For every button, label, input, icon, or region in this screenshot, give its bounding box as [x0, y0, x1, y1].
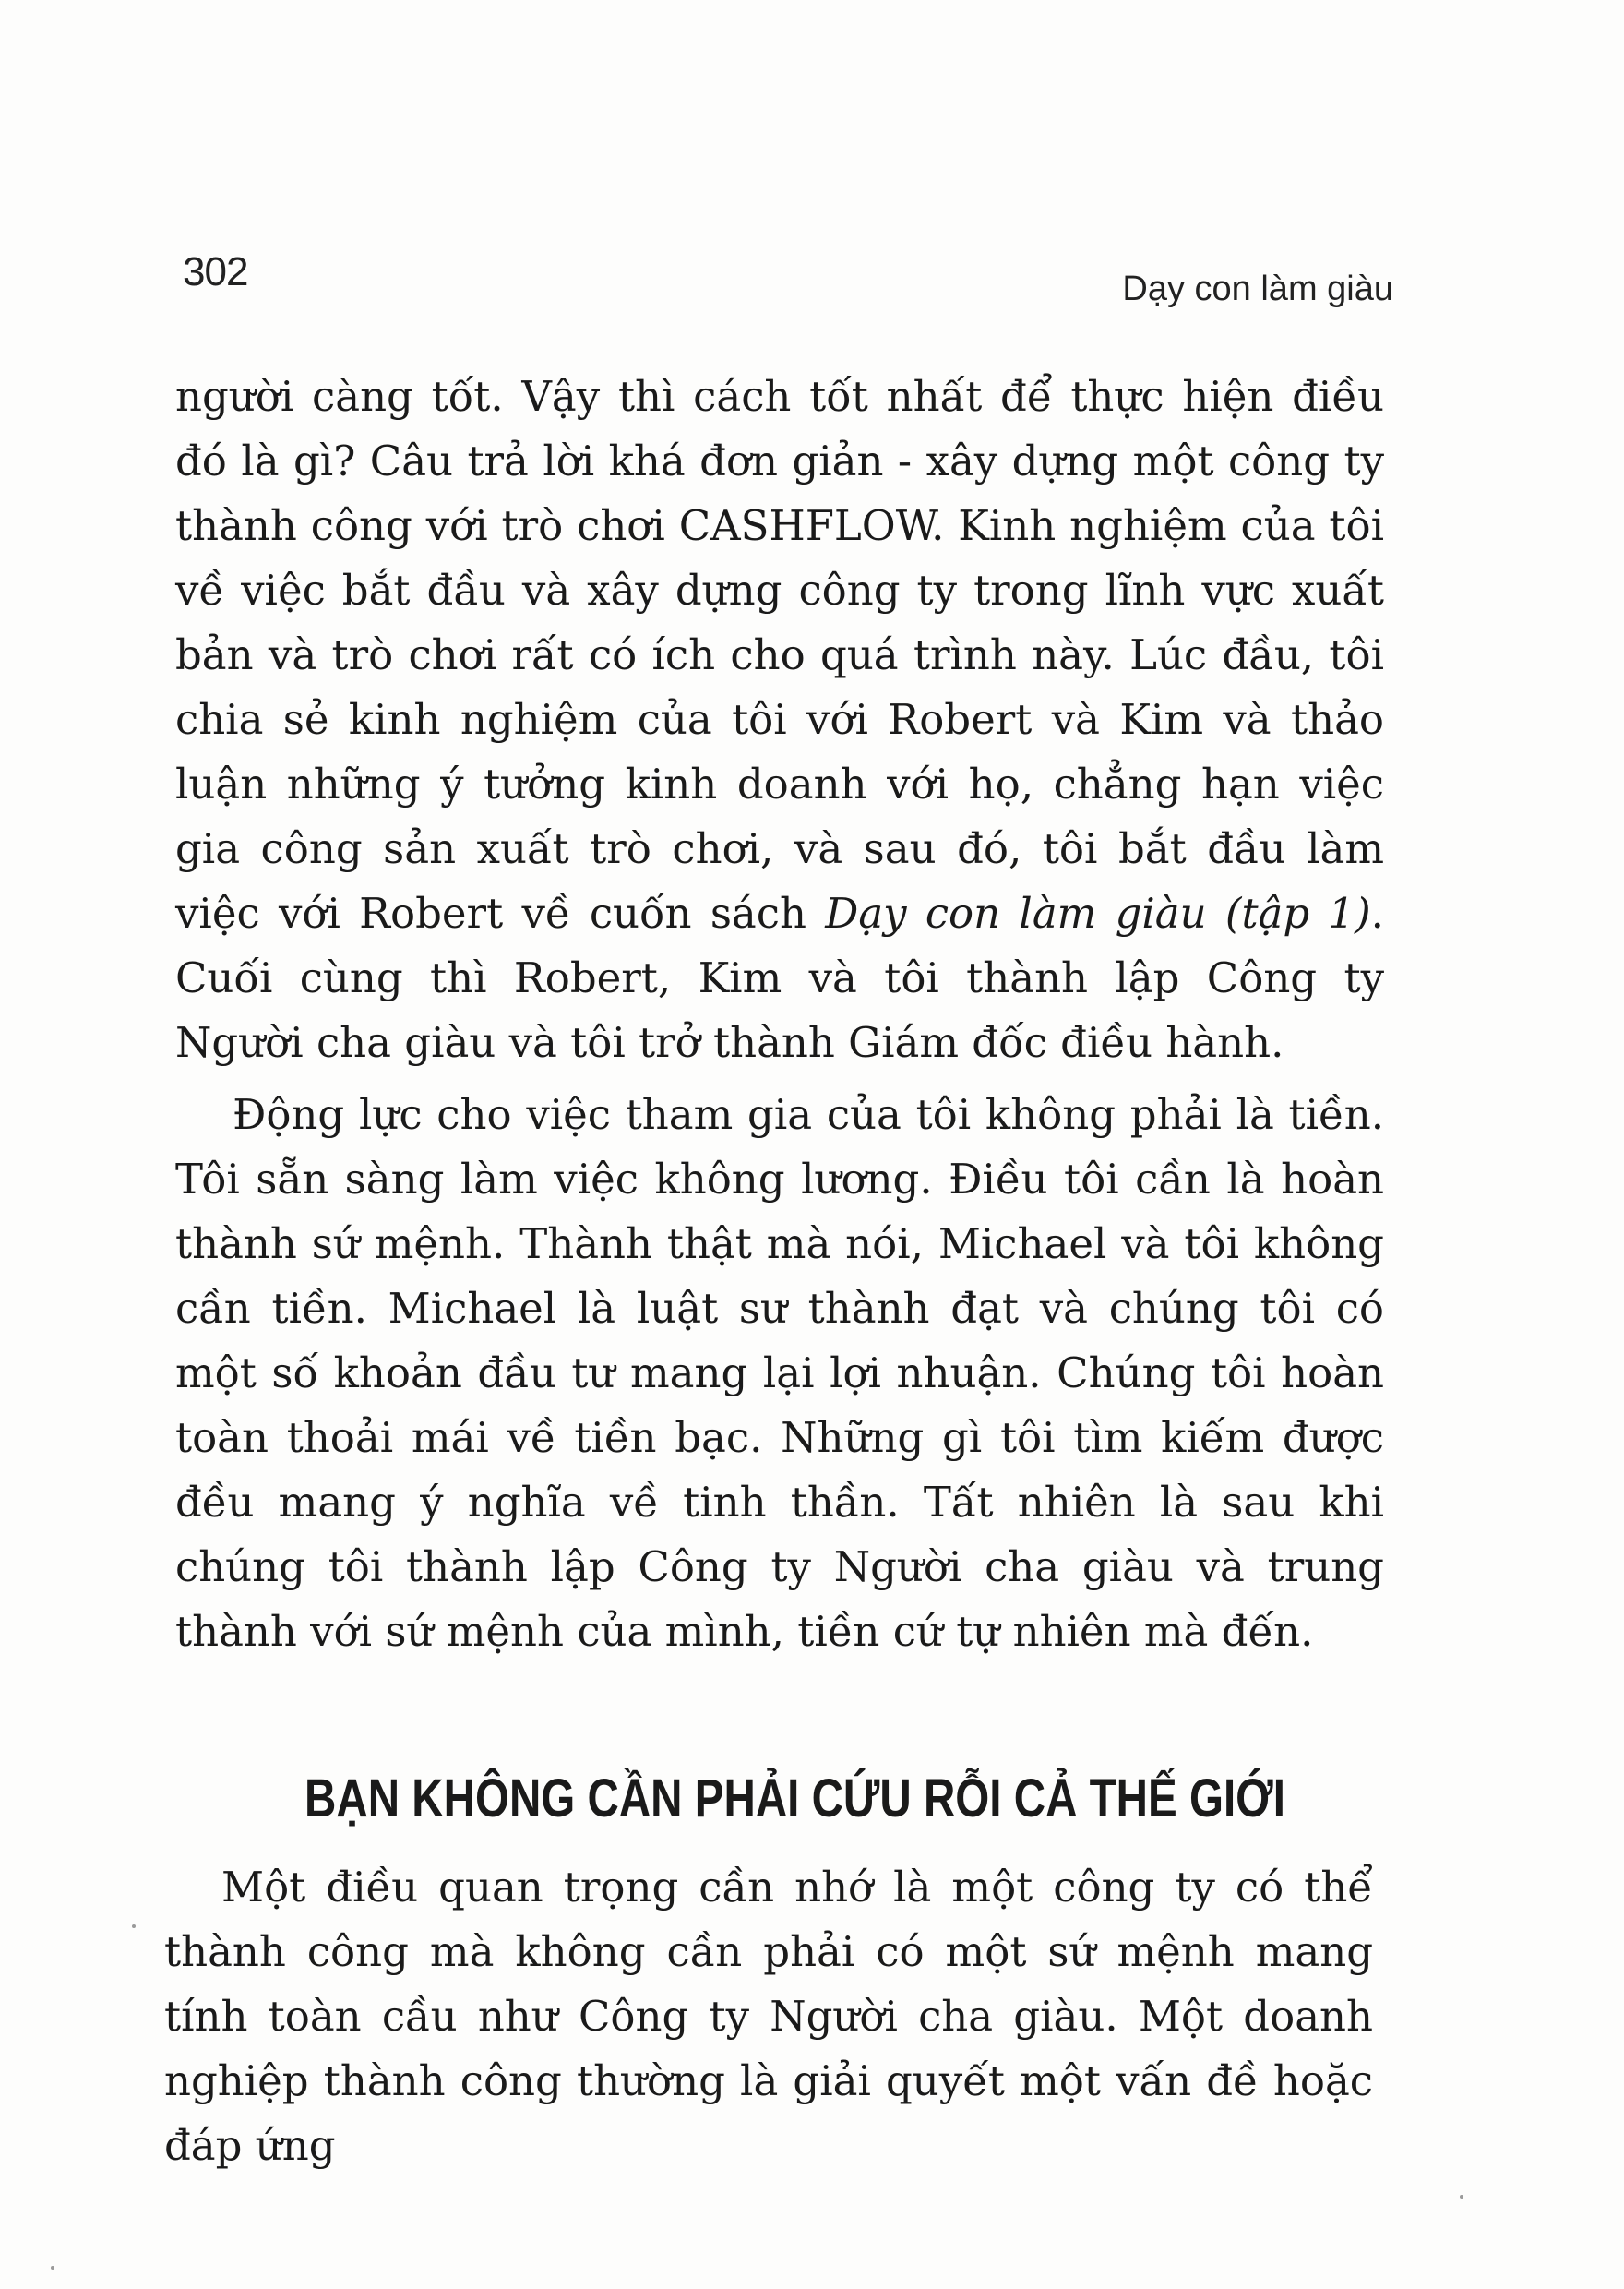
- book-title-italic: Dạy con làm giàu (tập 1): [825, 889, 1371, 938]
- section-text: [164, 1855, 1373, 2178]
- page-number: 302: [183, 249, 248, 294]
- scan-speck: [132, 1924, 136, 1928]
- scan-speck: [51, 2266, 54, 2270]
- body-text: [175, 365, 1384, 1664]
- paragraph-text: người càng tốt. Vậy thì cách tốt nhất để thực hiện điều đó là gì? Câu trả lời khá đơn giản - xây dựng một công ty thành công với trò chơi CASHFLOW. Kinh nghiệm của tôi về việc bắt đầu và xây dựng công ty trong lĩnh vực xuất bản và trò chơi rất có ích cho quá trình này. Lúc đầu, tôi chia sẻ kinh nghiệm của tôi với Robert và Kim và thảo luận những ý tưởng kinh doanh với họ, chẳng hạn việc gia công sản xuất trò chơi, và sau đó, tôi bắt đầu làm việc với Robert về cuốn sách: [175, 372, 1384, 938]
- running-head-title: Dạy con làm giàu: [1122, 270, 1393, 308]
- paragraph-section-intro: Một điều quan trọng cần nhớ là một công ty có thể thành công mà không cần phải có một sứ mệnh mang tính toàn cầu như Công ty Người cha giàu. Một doanh nghiệp thành công thường là giải quyết một vấn đề hoặc đáp ứng: [164, 1863, 1373, 2170]
- paragraph-motivation: Động lực cho việc tham gia của tôi không phải là tiền. Tôi sẵn sàng làm việc không lương. Điều tôi cần là hoàn thành sứ mệnh. Thành thật mà nói, Michael và tôi không cần tiền. Michael là luật sư thành đạt và chúng tôi có một số khoản đầu tư mang lại lợi nhuận. Chúng tôi hoàn toàn thoải mái về tiền bạc. Những gì tôi tìm kiếm được đều mang ý nghĩa về tinh thần. Tất nhiên là sau khi chúng tôi thành lập Công ty Người cha giàu và trung thành với sứ mệnh của mình, tiền cứ tự nhiên mà đến.: [175, 1090, 1384, 1656]
- section-heading: BẠN KHÔNG CẦN PHẢI CỨU RỖI CẢ THẾ GIỚI: [304, 1768, 1285, 1828]
- scan-speck: [1460, 2195, 1463, 2199]
- paragraph-text: . Cuối cùng thì Robert, Kim và tôi thành lập Công ty Người cha giàu và tôi trở thành Giám đốc điều hành.: [175, 889, 1384, 1067]
- paragraph-continued: [175, 365, 1384, 1075]
